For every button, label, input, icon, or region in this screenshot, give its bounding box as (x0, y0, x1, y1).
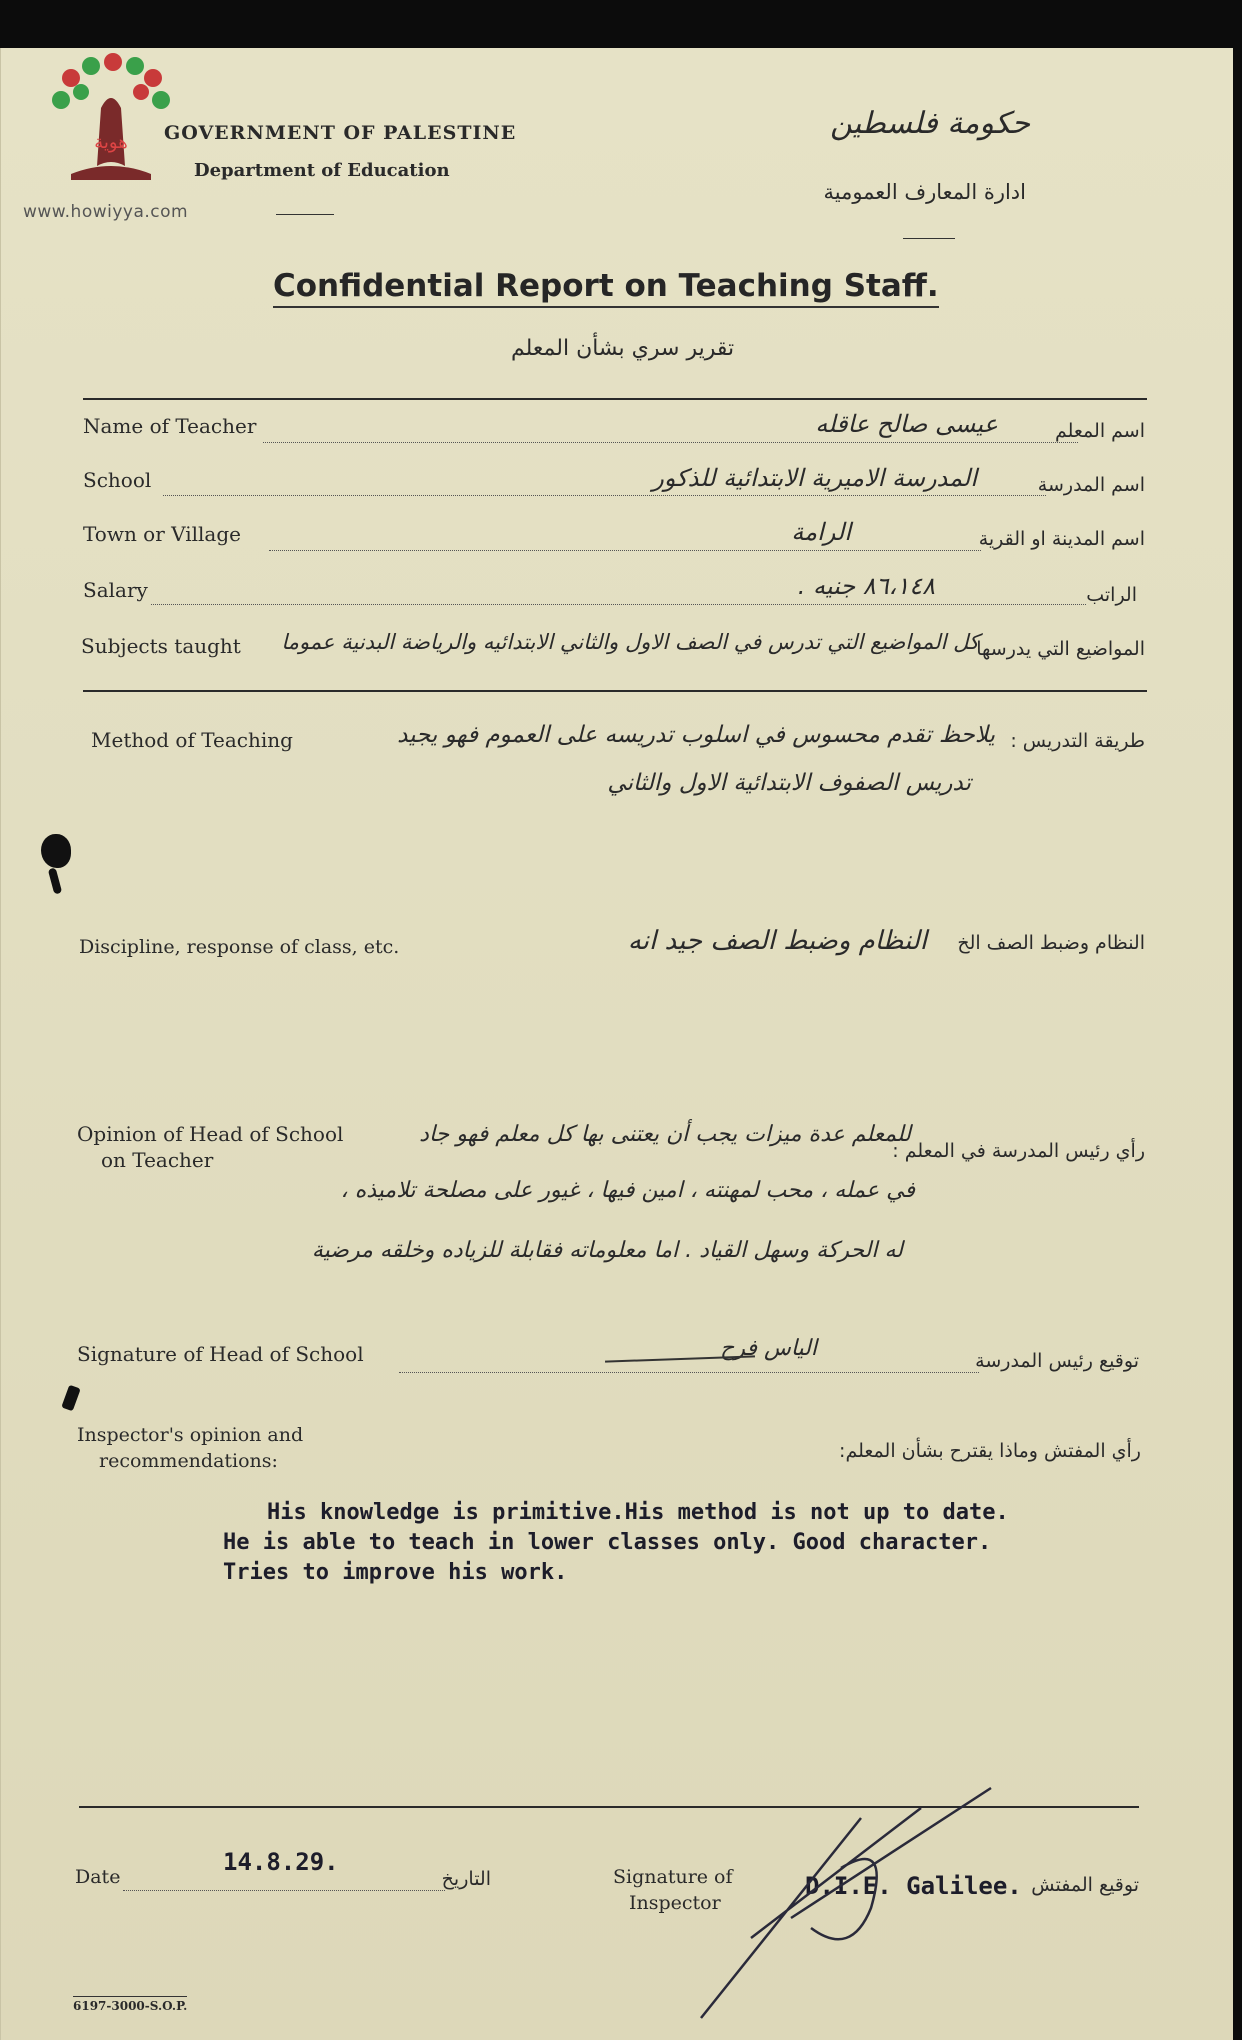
discipline-value: النظام وضبط الصف جيد انه (627, 926, 927, 956)
head-opinion-label-1: Opinion of Head of School (77, 1122, 344, 1146)
method-value-line2: تدريس الصفوف الابتدائية الاول والثاني (607, 770, 971, 796)
name-label: Name of Teacher (83, 414, 257, 438)
salary-label: Salary (83, 578, 148, 602)
dept-en: Department of Education (194, 160, 450, 181)
dept-ar: ادارة المعارف العمومية (823, 180, 1026, 204)
section-rule (83, 690, 1147, 692)
dotted-line (263, 442, 1078, 443)
salary-value: ٨٦،١٤٨ جنيه . (797, 572, 935, 600)
ink-blot (48, 867, 62, 894)
ink-blot (61, 1385, 80, 1412)
town-label-ar: اسم المدينة او القرية (978, 528, 1145, 550)
inspector-text-line1: His knowledge is primitive.His method is not up to date. (267, 1500, 1009, 1525)
sig-label-2: Inspector (629, 1892, 721, 1914)
top-rule (83, 398, 1147, 400)
title-ar: تقرير سري بشأن المعلم (511, 336, 735, 361)
tree-logo-icon (41, 48, 181, 198)
town-value: الرامة (791, 518, 851, 546)
inspector-signature-value: D.I.E. Galilee. (805, 1872, 1022, 1900)
head-opinion-line2: في عمله ، محب لمهنته ، امين فيها ، غيور على مصلحة تلاميذه ، (340, 1178, 915, 1203)
head-signature-value: الياس فرح (720, 1336, 817, 1361)
discipline-label: Discipline, response of class, etc. (79, 936, 400, 958)
head-opinion-line1: للمعلم عدة ميزات يجب أن يعتنى بها كل معلم فهو جاد (419, 1122, 911, 1147)
dotted-line (269, 550, 981, 551)
gov-en: GOVERNMENT OF PALESTINE (164, 122, 517, 144)
date-label-ar: التاريخ (441, 1868, 491, 1890)
divider (903, 238, 955, 239)
watermark-site: www.howiyya.com (23, 202, 189, 222)
dotted-line (123, 1890, 445, 1891)
head-signature-label-ar: توقيع رئيس المدرسة (975, 1350, 1139, 1372)
subjects-label: Subjects taught (81, 634, 241, 658)
head-opinion-line3: له الحركة وسهل القياد . اما معلوماته فقابلة للزياده وخلقه مرضية (311, 1238, 903, 1263)
inspector-label-ar: رأي المفتش وماذا يقترح بشأن المعلم: (839, 1440, 1141, 1462)
inspector-label-2: recommendations: (99, 1450, 278, 1472)
inspector-signature-scribble (691, 1778, 1001, 2038)
head-opinion-label-2: on Teacher (101, 1148, 214, 1172)
method-label-ar: طريقة التدريس : (1010, 730, 1145, 752)
dotted-line (399, 1372, 979, 1373)
town-label: Town or Village (83, 522, 241, 546)
page-title: Confidential Report on Teaching Staff. (273, 268, 939, 308)
method-value-line1: يلاحظ تقدم محسوس في اسلوب تدريسه على العموم فهو يجيد (397, 722, 995, 748)
sig-label-1: Signature of (613, 1866, 733, 1888)
date-label: Date (75, 1866, 121, 1888)
school-label-ar: اسم المدرسة (1037, 474, 1145, 496)
method-label: Method of Teaching (91, 728, 293, 752)
inspector-text-line3: Tries to improve his work. (223, 1560, 568, 1585)
date-value: 14.8.29. (223, 1848, 339, 1876)
sig-label-ar: توقيع المفتش (1031, 1874, 1139, 1896)
dotted-line (163, 495, 1046, 496)
svg-text:هوية: هوية (94, 132, 128, 153)
inspector-label-1: Inspector's opinion and (77, 1424, 304, 1446)
divider (276, 214, 334, 215)
salary-label-ar: الراتب (1086, 584, 1137, 606)
name-label-ar: اسم المعلم (1054, 420, 1145, 442)
subjects-label-ar: المواضيع التي يدرسها (976, 638, 1145, 660)
name-value: عيسى صالح عاقله (815, 410, 998, 438)
ink-blot (41, 834, 71, 868)
head-signature-label: Signature of Head of School (77, 1342, 364, 1366)
inspector-text-line2: He is able to teach in lower classes only. Good character. (223, 1530, 992, 1555)
form-code: 6197-3000-S.O.P. (73, 1996, 187, 2013)
head-opinion-label-ar: رأي رئيس المدرسة في المعلم : (892, 1140, 1145, 1162)
gov-ar: حكومة فلسطين (830, 106, 1030, 141)
subjects-value: كل المواضيع التي تدرس في الصف الاول والثاني الابتدائيه والرياضة البدنية عموما (281, 630, 979, 654)
dotted-line (151, 604, 1086, 605)
school-value: المدرسة الاميرية الابتدائية للذكور (652, 464, 977, 492)
school-label: School (83, 468, 152, 492)
report-paper (0, 48, 1233, 2040)
discipline-label-ar: النظام وضبط الصف الخ (957, 932, 1145, 954)
